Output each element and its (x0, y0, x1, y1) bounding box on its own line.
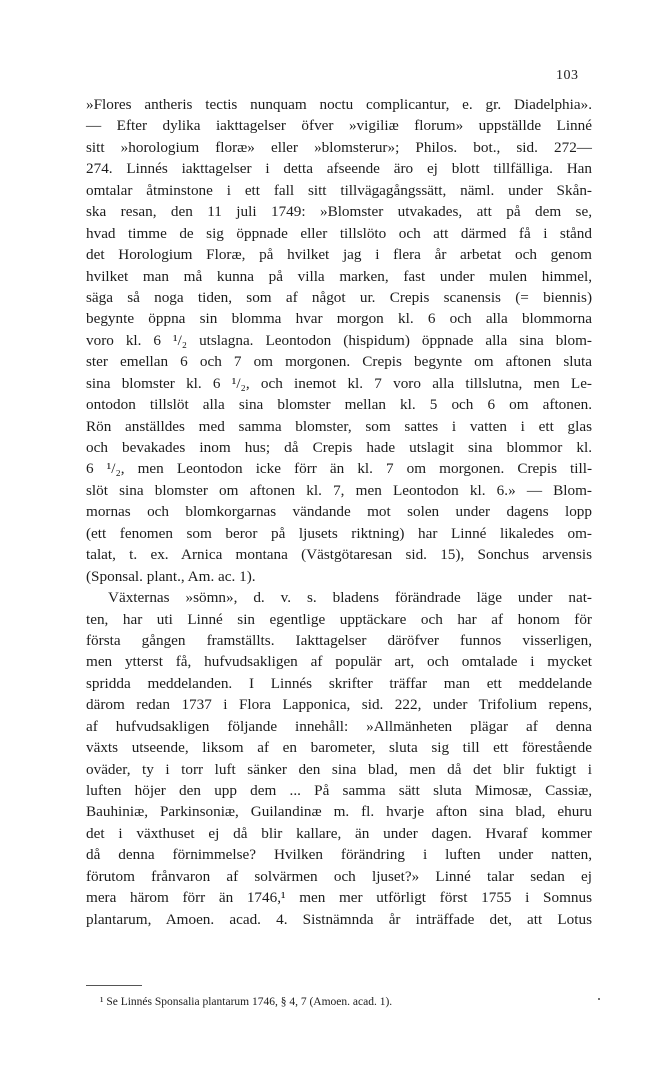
text-line: omtalar åtminstone i ett fall sitt tillvägagångssätt, näml. under Skån- (86, 181, 592, 199)
text-line: sitt »horologium floræ» eller »blomsterur»; Philos. bot., sid. 272— (86, 138, 592, 156)
text-line: af hufvudsakligen följande innehåll: »Allmänheten plägar af denna (86, 717, 592, 735)
text-line: mornas och blomkorgarnas vändande mot solen under dagens lopp (86, 503, 592, 521)
footnote-divider (86, 985, 142, 986)
text-line: slöt sina blomster om aftonen kl. 7, men Leontodon kl. 6.» — Blom- (86, 481, 592, 499)
text-line: det i växthuset ej då blir kallare, än under dagen. Hvaraf kommer (86, 824, 592, 842)
text-line: ontodon tillslöt alla sina blomster mellan kl. 5 och 6 om aftonen. (86, 396, 592, 414)
text-line: första gången framställts. Iakttagelser däröfver funnos visserligen, (86, 631, 592, 649)
body-text (86, 94, 592, 930)
text-line: och bevakades inom hus; då Crepis hade utslagit sina blommor kl. (86, 439, 592, 456)
text-line: begynte öppna sin blomma hvar morgon kl. 6 och alla blommorna (86, 310, 592, 328)
text-line: men ytterst få, hufvudsakligen af populär art, och omtalade i mycket (86, 653, 592, 671)
text-line: »Flores antheris tectis nunquam noctu complicantur, e. gr. Diadelphia». (86, 96, 592, 113)
text-line: förutom frånvaron af solvärmen och ljuset?» Linné talar sedan ej (86, 867, 592, 885)
print-speck (598, 998, 600, 1000)
text-line: spridda meddelanden. I Linnés skrifter träffar man ett meddelande (86, 674, 592, 692)
text-line: luften höjer den upp dem ... På samma sätt sluta Mimosæ, Cassiæ, (86, 782, 592, 799)
footnote: ¹ Se Linnés Sponsalia plantarum 1746, § 4, 7 (Amoen. acad. 1). (100, 996, 393, 1008)
text-line: mera härom förr än 1746,¹ men mer utförligt först 1755 i Somnus (86, 889, 592, 907)
text-line: 6 ¹/₂, men Leontodon icke förr än kl. 7 om morgonen. Crepis till- (86, 460, 592, 478)
page-number: 103 (556, 68, 579, 83)
text-line: då denna förnimmelse? Hvilken förändring i luften under natten, (86, 846, 592, 864)
text-line: ster emellan 6 och 7 om morgonen. Crepis begynte om aftonen sluta (86, 353, 592, 371)
text-line: därom redan 1737 i Flora Lapponica, sid. 222, under Trifolium repens, (86, 696, 592, 714)
text-line: växts utseende, liksom af en barometer, sluta sig till ett förestående (86, 739, 592, 757)
text-line: Bauhiniæ, Parkinsoniæ, Guilandinæ m. fl. hvarje afton sina blad, ehuru (86, 803, 592, 821)
text-line: ska resan, den 11 juli 1749: »Blomster utvakades, att på dem se, (86, 203, 592, 221)
text-line: — Efter dylika iakttagelser öfver »vigiliæ florum» uppställde Linné (86, 117, 592, 135)
text-line: (ett fenomen som beror på ljusets riktning) har Linné likaledes om- (86, 524, 592, 542)
text-line: sina blomster kl. 6 ¹/₂, och inemot kl. 7 voro alla tillslutna, men Le- (86, 374, 592, 392)
text-line: säga så noga tiden, som af något ur. Crepis scanensis (= biennis) (86, 288, 592, 306)
text-line: oväder, ty i torr luft sänker den sina blad, men då det blir fuktigt i (86, 760, 592, 778)
text-line: hvad timme de sig öppnade eller tillslöto och att därmed få i stånd (86, 224, 592, 242)
text-line: 274. Linnés iakttagelser i detta afseende äro ej blott tillfälliga. Han (86, 160, 592, 178)
text-line: det Horologium Floræ, på hvilket jag i flera år arbetat och genom (86, 246, 592, 264)
text-line: ten, har uti Linné sin egentlige upptäckare och har af honom för (86, 610, 592, 628)
text-line: voro kl. 6 ¹/₂ utslagna. Leontodon (hispidum) öppnade alla sina blom- (86, 331, 592, 349)
text-line: talat, t. ex. Arnica montana (Västgötaresan sid. 15), Sonchus arvensis (86, 546, 592, 564)
text-line: hvilket man må kunna på villa marken, fast under mulen himmel, (86, 267, 592, 285)
text-line: plantarum, Amoen. acad. 4. Sistnämnda år inträffade det, att Lotus (86, 910, 592, 928)
text-line: (Sponsal. plant., Am. ac. 1). (86, 567, 256, 585)
text-line: Rön anställdes med samma blomster, som sattes i vatten i ett glas (86, 417, 592, 435)
text-line: Växternas »sömn», d. v. s. bladens förändrade läge under nat- (108, 589, 592, 607)
